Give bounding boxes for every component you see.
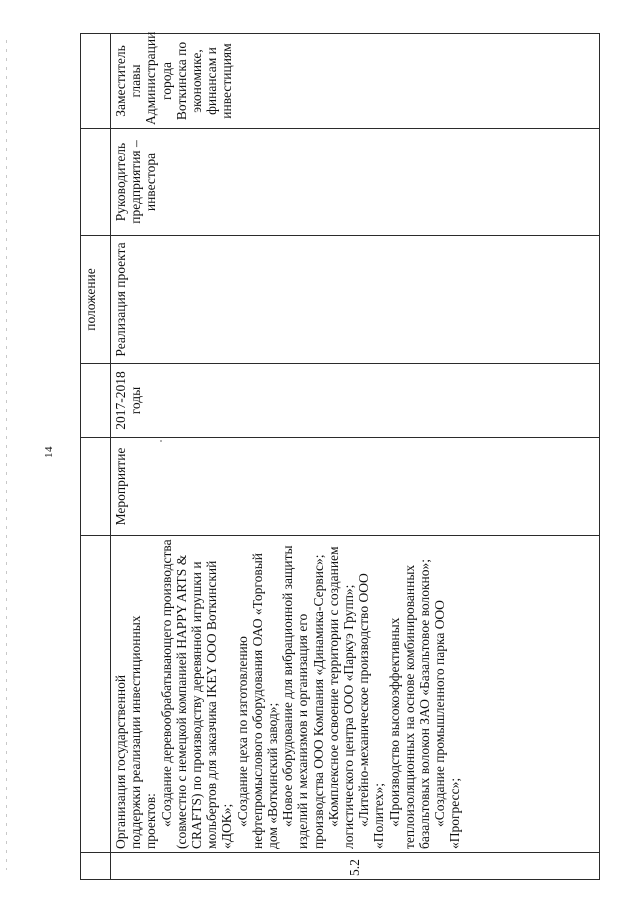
description-lead-line: Организация государственной — [113, 674, 128, 849]
project-item: «Новое оборудование для вибрационной защиты изделий и механизмов и организация его производства ООО Компания «Динамика-Сервис»; — [280, 545, 326, 849]
row-period: 2017-2018 годы — [111, 364, 600, 438]
project-item: «Производство высокоэффективных теплоизоляционных на основе комбинированных базальтовых волокон ЗАО «Базальтовое волокно»; — [386, 559, 433, 849]
page-number: 14 — [43, 446, 55, 458]
table-row — [111, 34, 600, 880]
row-number: 5.2 — [111, 853, 600, 880]
project-item: «Создание деревообрабатывающего производства (совместно с немецкой компанией HAPPY ARTS & CRAFTS) по производству деревянной игрушки и мольбертов для заказчика IKEY ООО Воткинский «ДОК»; — [158, 539, 235, 849]
header-cell-position: положение — [81, 236, 111, 364]
row-executor: Руководитель предприятия – инвестора — [111, 129, 600, 236]
project-item: «Комплексное освоение территории с созданием логистического центра ООО «Паркуэ Групп»; — [325, 546, 357, 849]
scan-edge-artifact — [6, 40, 7, 870]
header-cell-description — [81, 536, 111, 853]
header-cell-number — [81, 853, 111, 880]
project-item: «Литейно-механическое производство ООО «Политех»; — [356, 573, 387, 849]
header-cell-type — [81, 438, 111, 536]
project-item: «Создание цеха по изготовлению нефтепромыслового оборудования ОАО «Торговый дом «Воткинский завод»; — [234, 553, 281, 849]
description-lead-line: поддержки реализации инвестиционных — [128, 615, 144, 849]
measures-table — [80, 33, 600, 880]
row-result: Реализация проекта — [111, 236, 600, 364]
header-cell-period — [81, 364, 111, 438]
header-cell-executor — [81, 129, 111, 236]
description-lead-line: проектов: — [143, 793, 159, 849]
row-description — [111, 536, 600, 853]
row-responsible: Заместитель главы Администрации города Воткинска по экономике, финансам и инвестициям — [111, 34, 600, 129]
table-header-continuation-row — [81, 34, 111, 880]
header-cell-responsible — [81, 34, 111, 129]
row-type: Мероприятие — [111, 438, 600, 536]
project-item: «Создание промышленного парка ООО «Прогресс»; — [432, 600, 463, 849]
rotated-page-content — [80, 31, 600, 880]
